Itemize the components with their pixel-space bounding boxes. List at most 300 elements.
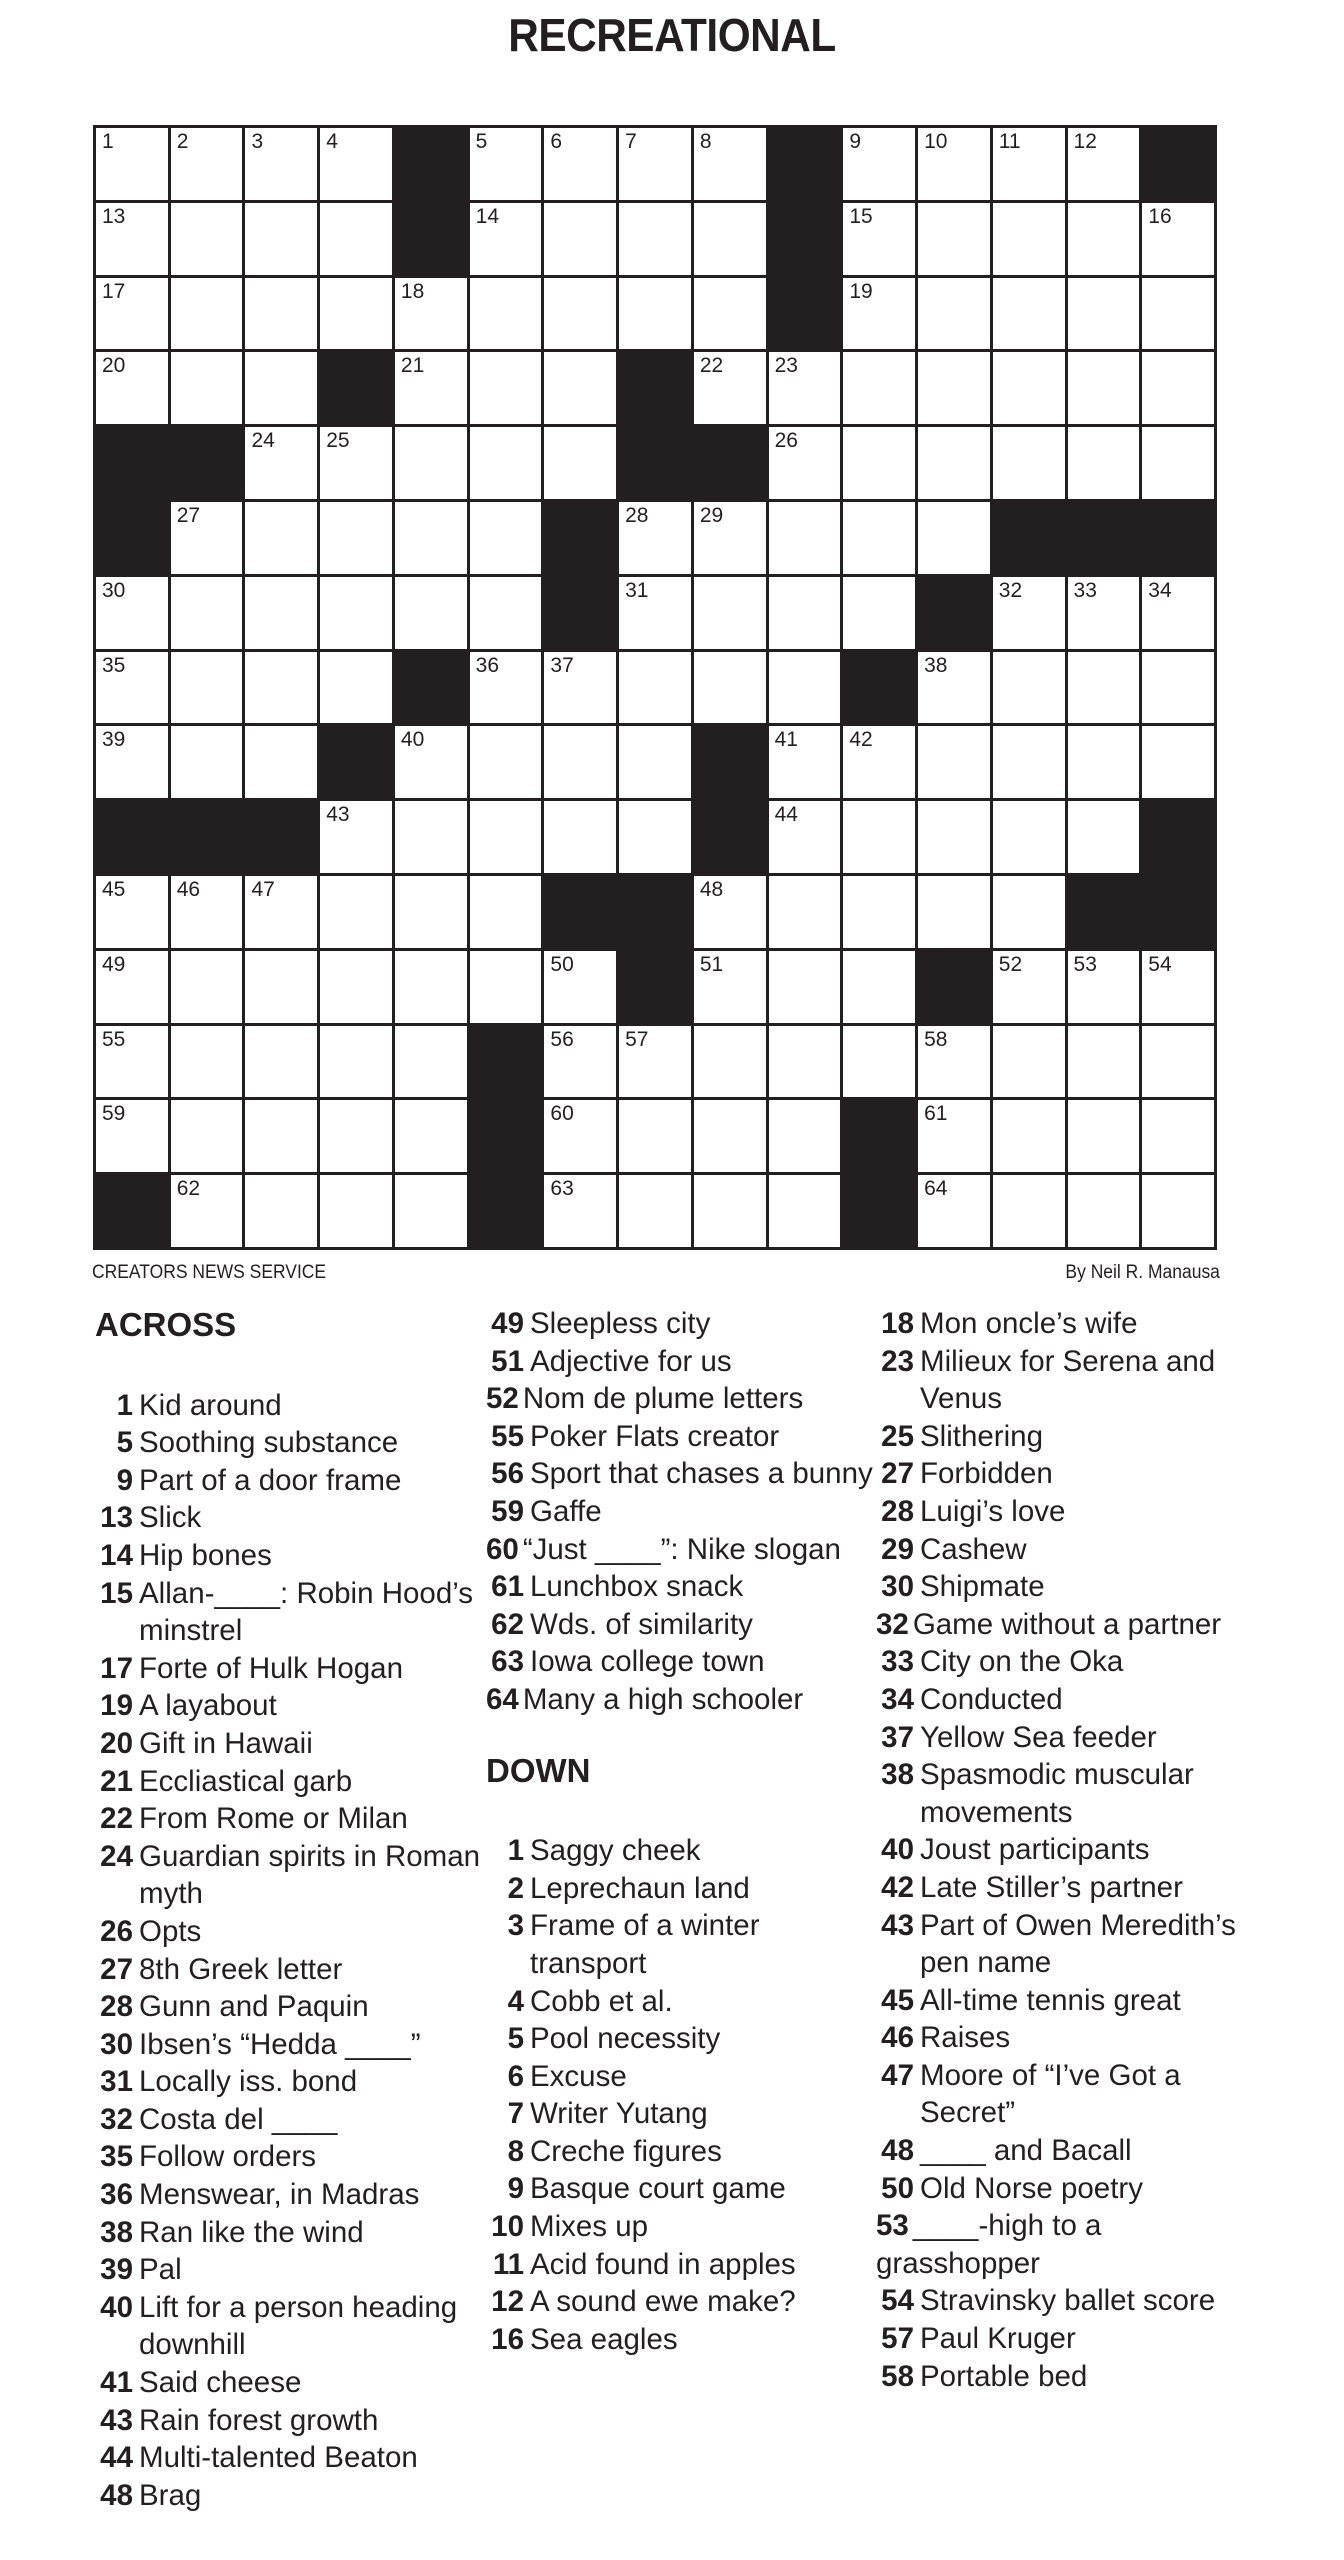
across-clue[interactable]: [486, 1568, 876, 1606]
grid-cell[interactable]: [395, 726, 467, 798]
grid-cell[interactable]: [171, 577, 243, 649]
clue-text: Rain forest growth: [139, 2403, 379, 2437]
grid-cell[interactable]: [171, 1026, 243, 1098]
across-clue[interactable]: [95, 1462, 485, 1500]
grid-cell[interactable]: [395, 1026, 467, 1098]
grid-cell[interactable]: [245, 203, 317, 275]
grid-cell[interactable]: [993, 203, 1065, 275]
grid-cell[interactable]: [619, 1100, 691, 1172]
grid-cell[interactable]: [1068, 352, 1140, 424]
grid-cell[interactable]: [843, 427, 915, 499]
grid-cell[interactable]: [470, 278, 542, 350]
grid-cell[interactable]: [993, 652, 1065, 724]
block-cell: [470, 1026, 542, 1098]
grid-cell[interactable]: [1142, 1026, 1214, 1098]
down-clue[interactable]: [876, 1831, 1266, 1869]
down-clue[interactable]: [876, 2207, 1266, 2282]
grid-cell[interactable]: [544, 951, 616, 1023]
down-clue[interactable]: [486, 2095, 876, 2133]
across-clue[interactable]: [95, 1650, 485, 1688]
grid-cell[interactable]: [320, 876, 392, 948]
grid-cell[interactable]: [544, 1100, 616, 1172]
grid-cell[interactable]: [993, 951, 1065, 1023]
down-clue[interactable]: [876, 1455, 1266, 1493]
grid-cell[interactable]: [1068, 652, 1140, 724]
grid-cell[interactable]: [694, 876, 766, 948]
grid-cell[interactable]: [320, 278, 392, 350]
grid-cell[interactable]: [96, 1100, 168, 1172]
grid-cell[interactable]: [245, 352, 317, 424]
down-clue[interactable]: [876, 1681, 1266, 1719]
grid-cell[interactable]: [993, 1175, 1065, 1247]
grid-cell[interactable]: [619, 203, 691, 275]
cell-number: 19: [849, 279, 873, 303]
grid-cell[interactable]: [918, 876, 990, 948]
across-clue[interactable]: [95, 1913, 485, 1951]
grid-cell[interactable]: [1142, 352, 1214, 424]
grid-cell[interactable]: [320, 951, 392, 1023]
grid-cell[interactable]: [694, 1100, 766, 1172]
down-clue[interactable]: [486, 2283, 876, 2321]
grid-cell[interactable]: [619, 726, 691, 798]
grid-cell[interactable]: [694, 128, 766, 200]
grid-cell[interactable]: [96, 876, 168, 948]
grid-cell[interactable]: [769, 726, 841, 798]
grid-cell[interactable]: [320, 577, 392, 649]
grid-cell[interactable]: [694, 1175, 766, 1247]
grid-cell[interactable]: [320, 128, 392, 200]
grid-cell[interactable]: [395, 352, 467, 424]
grid-cell[interactable]: [918, 801, 990, 873]
grid-cell[interactable]: [769, 577, 841, 649]
grid-cell[interactable]: [96, 652, 168, 724]
grid-cell[interactable]: [395, 502, 467, 574]
grid-cell[interactable]: [1142, 1175, 1214, 1247]
grid-cell[interactable]: [171, 128, 243, 200]
across-clue[interactable]: [95, 2176, 485, 2214]
cell-number: 25: [326, 429, 350, 453]
down-clue[interactable]: [486, 1907, 876, 1982]
grid-cell[interactable]: [843, 502, 915, 574]
grid-cell[interactable]: [843, 278, 915, 350]
down-clue[interactable]: [486, 2246, 876, 2284]
grid-cell[interactable]: [544, 1026, 616, 1098]
grid-cell[interactable]: [918, 1100, 990, 1172]
grid-cell[interactable]: [470, 352, 542, 424]
grid-cell[interactable]: [544, 352, 616, 424]
grid-cell[interactable]: [843, 951, 915, 1023]
down-clue[interactable]: [876, 1343, 1266, 1418]
grid-cell[interactable]: [918, 352, 990, 424]
grid-cell[interactable]: [769, 352, 841, 424]
grid-cell[interactable]: [470, 502, 542, 574]
clue-number: 61: [491, 1570, 524, 1604]
grid-cell[interactable]: [320, 1026, 392, 1098]
grid-cell[interactable]: [1142, 726, 1214, 798]
grid-cell[interactable]: [769, 1100, 841, 1172]
clue-text: Iowa college town: [530, 1645, 765, 1679]
grid-cell[interactable]: [619, 128, 691, 200]
grid-cell[interactable]: [694, 352, 766, 424]
across-clue[interactable]: [486, 1493, 876, 1531]
grid-cell[interactable]: [171, 278, 243, 350]
clue-column-2: [486, 1305, 876, 2358]
clue-text: Costa del ____: [139, 2102, 338, 2136]
across-clue[interactable]: [95, 1838, 485, 1913]
clue-number: 25: [881, 1419, 914, 1453]
grid-cell[interactable]: [619, 1026, 691, 1098]
grid-cell[interactable]: [470, 128, 542, 200]
grid-cell[interactable]: [320, 652, 392, 724]
across-clue[interactable]: [95, 2251, 485, 2289]
grid-cell[interactable]: [918, 203, 990, 275]
grid-cell[interactable]: [1068, 1100, 1140, 1172]
grid-cell[interactable]: [1068, 726, 1140, 798]
down-clue[interactable]: [486, 2321, 876, 2359]
grid-cell[interactable]: [993, 278, 1065, 350]
across-clue[interactable]: [95, 2138, 485, 2176]
grid-cell[interactable]: [395, 278, 467, 350]
grid-cell[interactable]: [470, 801, 542, 873]
grid-cell[interactable]: [993, 801, 1065, 873]
grid-cell[interactable]: [843, 203, 915, 275]
grid-cell[interactable]: [918, 128, 990, 200]
grid-cell[interactable]: [470, 951, 542, 1023]
grid-cell[interactable]: [245, 1026, 317, 1098]
grid-cell[interactable]: [245, 652, 317, 724]
cell-number: 43: [326, 803, 350, 827]
clue-number: 14: [100, 1538, 133, 1572]
grid-cell[interactable]: [544, 801, 616, 873]
across-clue[interactable]: [486, 1643, 876, 1681]
grid-cell[interactable]: [843, 801, 915, 873]
grid-cell[interactable]: [96, 1026, 168, 1098]
grid-cell[interactable]: [769, 427, 841, 499]
down-clue[interactable]: [876, 2320, 1266, 2358]
grid-cell[interactable]: [918, 652, 990, 724]
grid-cell[interactable]: [470, 577, 542, 649]
clue-text: Soothing substance: [139, 1426, 399, 1460]
grid-cell[interactable]: [395, 876, 467, 948]
across-clue[interactable]: [486, 1305, 876, 1343]
across-clue[interactable]: [95, 1387, 485, 1425]
across-clue[interactable]: [95, 1763, 485, 1801]
across-clue[interactable]: [95, 2289, 485, 2364]
block-cell: [395, 128, 467, 200]
grid-cell[interactable]: [171, 203, 243, 275]
grid-cell[interactable]: [470, 726, 542, 798]
block-cell: [171, 427, 243, 499]
grid-cell[interactable]: [993, 128, 1065, 200]
across-clue[interactable]: [486, 1681, 876, 1719]
across-clue[interactable]: [486, 1418, 876, 1456]
across-clue[interactable]: [95, 1951, 485, 1989]
grid-cell[interactable]: [320, 1175, 392, 1247]
clue-text: Wds. of similarity: [530, 1607, 753, 1641]
across-clue[interactable]: [95, 2364, 485, 2402]
across-clue[interactable]: [95, 1537, 485, 1575]
clue-text: Paul Kruger: [920, 2322, 1076, 2356]
grid-cell[interactable]: [245, 577, 317, 649]
across-clue[interactable]: [486, 1606, 876, 1644]
grid-cell[interactable]: [245, 502, 317, 574]
grid-cell[interactable]: [470, 203, 542, 275]
block-cell: [843, 1175, 915, 1247]
grid-cell[interactable]: [544, 1175, 616, 1247]
grid-cell[interactable]: [843, 577, 915, 649]
grid-cell[interactable]: [769, 652, 841, 724]
clue-text: Forbidden: [920, 1457, 1053, 1491]
down-clue[interactable]: [486, 2133, 876, 2171]
down-clue[interactable]: [876, 2282, 1266, 2320]
down-clue[interactable]: [876, 2132, 1266, 2170]
down-clue[interactable]: [486, 2020, 876, 2058]
grid-cell[interactable]: [843, 726, 915, 798]
grid-cell[interactable]: [320, 801, 392, 873]
down-clue[interactable]: [876, 1982, 1266, 2020]
grid-cell[interactable]: [1068, 427, 1140, 499]
grid-cell[interactable]: [320, 203, 392, 275]
grid-cell[interactable]: [245, 278, 317, 350]
grid-cell[interactable]: [470, 652, 542, 724]
grid-cell[interactable]: [918, 726, 990, 798]
across-clue[interactable]: [95, 2439, 485, 2477]
grid-cell[interactable]: [96, 352, 168, 424]
cell-number: 57: [625, 1027, 649, 1051]
grid-cell[interactable]: [619, 801, 691, 873]
down-clue[interactable]: [876, 1606, 1266, 1644]
grid-cell[interactable]: [918, 427, 990, 499]
grid-cell[interactable]: [619, 577, 691, 649]
grid-cell[interactable]: [395, 801, 467, 873]
grid-cell[interactable]: [769, 876, 841, 948]
grid-cell[interactable]: [1068, 203, 1140, 275]
down-clue[interactable]: [876, 1643, 1266, 1681]
down-clue[interactable]: [876, 2057, 1266, 2132]
grid-cell[interactable]: [694, 951, 766, 1023]
grid-cell[interactable]: [694, 278, 766, 350]
grid-cell[interactable]: [245, 876, 317, 948]
grid-cell[interactable]: [544, 427, 616, 499]
grid-cell[interactable]: [843, 1026, 915, 1098]
grid-cell[interactable]: [843, 128, 915, 200]
grid-cell[interactable]: [1068, 1026, 1140, 1098]
across-clue[interactable]: [95, 2063, 485, 2101]
grid-cell[interactable]: [171, 876, 243, 948]
across-clue[interactable]: [95, 1988, 485, 2026]
across-clue[interactable]: [95, 2402, 485, 2440]
grid-cell[interactable]: [694, 652, 766, 724]
grid-cell[interactable]: [619, 278, 691, 350]
block-cell: [470, 1100, 542, 1172]
grid-cell[interactable]: [1068, 278, 1140, 350]
grid-cell[interactable]: [96, 577, 168, 649]
grid-cell[interactable]: [395, 427, 467, 499]
clue-number: 37: [881, 1720, 914, 1754]
clue-number: 32: [876, 1607, 909, 1641]
clue-text: Excuse: [530, 2059, 627, 2093]
down-clue[interactable]: [876, 2358, 1266, 2396]
across-clue[interactable]: [95, 2101, 485, 2139]
grid-cell[interactable]: [918, 278, 990, 350]
cell-number: 5: [475, 130, 488, 153]
grid-cell[interactable]: [395, 951, 467, 1023]
grid-cell[interactable]: [1142, 951, 1214, 1023]
cell-number: 63: [550, 1177, 574, 1201]
clue-number: 9: [507, 2172, 524, 2206]
across-clue[interactable]: [95, 1499, 485, 1537]
grid-cell[interactable]: [470, 876, 542, 948]
grid-cell[interactable]: [843, 876, 915, 948]
grid-cell[interactable]: [993, 352, 1065, 424]
cell-number: 36: [475, 653, 500, 677]
grid-cell[interactable]: [245, 128, 317, 200]
grid-cell[interactable]: [320, 502, 392, 574]
down-clue[interactable]: [876, 1568, 1266, 1606]
down-clue[interactable]: [876, 1493, 1266, 1531]
clue-number: 56: [491, 1457, 524, 1491]
across-heading: ACROSS: [95, 1306, 237, 1343]
grid-cell[interactable]: [245, 726, 317, 798]
grid-cell[interactable]: [619, 502, 691, 574]
grid-cell[interactable]: [769, 951, 841, 1023]
across-clue[interactable]: [95, 1725, 485, 1763]
grid-cell[interactable]: [96, 203, 168, 275]
clue-number: 15: [100, 1576, 133, 1610]
down-clue[interactable]: [876, 2019, 1266, 2057]
grid-cell[interactable]: [694, 203, 766, 275]
grid-cell[interactable]: [1142, 577, 1214, 649]
grid-cell[interactable]: [544, 203, 616, 275]
grid-cell[interactable]: [171, 726, 243, 798]
grid-cell[interactable]: [96, 128, 168, 200]
cell-number: 33: [1073, 578, 1097, 602]
grid-cell[interactable]: [1142, 203, 1214, 275]
grid-cell[interactable]: [171, 1100, 243, 1172]
grid-cell[interactable]: [171, 352, 243, 424]
across-clue[interactable]: [95, 2026, 485, 2064]
down-clue[interactable]: [876, 1719, 1266, 1757]
grid-cell[interactable]: [769, 1026, 841, 1098]
grid-cell[interactable]: [1142, 278, 1214, 350]
grid-cell[interactable]: [245, 951, 317, 1023]
grid-cell[interactable]: [245, 1175, 317, 1247]
grid-cell[interactable]: [544, 726, 616, 798]
grid-cell[interactable]: [395, 1175, 467, 1247]
down-clue[interactable]: [876, 1869, 1266, 1907]
grid-cell[interactable]: [1068, 801, 1140, 873]
grid-cell[interactable]: [918, 502, 990, 574]
cell-number: 30: [102, 578, 126, 602]
block-cell: [96, 502, 168, 574]
grid-cell[interactable]: [1142, 427, 1214, 499]
clue-number: 38: [100, 2215, 133, 2249]
down-clue[interactable]: [486, 2058, 876, 2096]
down-clue[interactable]: [876, 1418, 1266, 1456]
grid-cell[interactable]: [993, 726, 1065, 798]
grid-cell[interactable]: [993, 1026, 1065, 1098]
grid-cell[interactable]: [843, 352, 915, 424]
grid-cell[interactable]: [171, 502, 243, 574]
grid-cell[interactable]: [1068, 1175, 1140, 1247]
across-clue[interactable]: [486, 1455, 876, 1493]
across-clue[interactable]: [95, 1687, 485, 1725]
grid-cell[interactable]: [1142, 652, 1214, 724]
block-cell: [395, 652, 467, 724]
grid-cell[interactable]: [769, 502, 841, 574]
grid-cell[interactable]: [619, 652, 691, 724]
grid-cell[interactable]: [96, 951, 168, 1023]
down-clue[interactable]: [486, 1832, 876, 1870]
grid-cell[interactable]: [395, 577, 467, 649]
grid-cell[interactable]: [993, 876, 1065, 948]
grid-cell[interactable]: [993, 577, 1065, 649]
grid-cell[interactable]: [1068, 577, 1140, 649]
block-cell: [171, 801, 243, 873]
grid-cell[interactable]: [544, 128, 616, 200]
clue-text: Game without a partner: [912, 1607, 1222, 1641]
grid-cell[interactable]: [96, 726, 168, 798]
down-clue[interactable]: [876, 1756, 1266, 1831]
grid-cell[interactable]: [544, 278, 616, 350]
grid-cell[interactable]: [320, 1100, 392, 1172]
clue-number: 30: [881, 1570, 914, 1604]
down-clue[interactable]: [876, 1907, 1266, 1982]
grid-cell[interactable]: [395, 1100, 467, 1172]
grid-cell[interactable]: [694, 577, 766, 649]
across-clue[interactable]: [486, 1380, 876, 1418]
grid-cell[interactable]: [918, 1175, 990, 1247]
down-clue[interactable]: [486, 2170, 876, 2208]
grid-cell[interactable]: [1068, 951, 1140, 1023]
clue-number: 1: [507, 1834, 524, 1868]
across-clue[interactable]: [95, 1575, 485, 1650]
across-clue[interactable]: [486, 1531, 876, 1569]
across-clue[interactable]: [95, 2214, 485, 2252]
down-clue[interactable]: [486, 2208, 876, 2246]
grid-cell[interactable]: [245, 1100, 317, 1172]
grid-cell[interactable]: [619, 1175, 691, 1247]
grid-cell[interactable]: [171, 652, 243, 724]
grid-cell[interactable]: [993, 427, 1065, 499]
grid-cell[interactable]: [96, 278, 168, 350]
down-clue[interactable]: [876, 1531, 1266, 1569]
grid-cell[interactable]: [470, 427, 542, 499]
grid-cell[interactable]: [544, 652, 616, 724]
down-clue[interactable]: [876, 1305, 1266, 1343]
grid-cell[interactable]: [171, 951, 243, 1023]
grid-cell[interactable]: [1142, 1100, 1214, 1172]
down-clue[interactable]: [486, 1983, 876, 2021]
grid-cell[interactable]: [918, 1026, 990, 1098]
grid-cell[interactable]: [694, 1026, 766, 1098]
grid-cell[interactable]: [320, 427, 392, 499]
across-clue[interactable]: [95, 1800, 485, 1838]
grid-cell[interactable]: [993, 1100, 1065, 1172]
down-clue[interactable]: [876, 2170, 1266, 2208]
down-clue[interactable]: [486, 1870, 876, 1908]
grid-cell[interactable]: [769, 1175, 841, 1247]
clue-number: 60: [486, 1532, 519, 1566]
grid-cell[interactable]: [1068, 128, 1140, 200]
grid-cell[interactable]: [245, 427, 317, 499]
across-clue[interactable]: [95, 2477, 485, 2515]
grid-cell[interactable]: [171, 1175, 243, 1247]
grid-cell[interactable]: [694, 502, 766, 574]
grid-cell[interactable]: [769, 801, 841, 873]
across-clue[interactable]: [95, 1424, 485, 1462]
across-clue[interactable]: [486, 1343, 876, 1381]
